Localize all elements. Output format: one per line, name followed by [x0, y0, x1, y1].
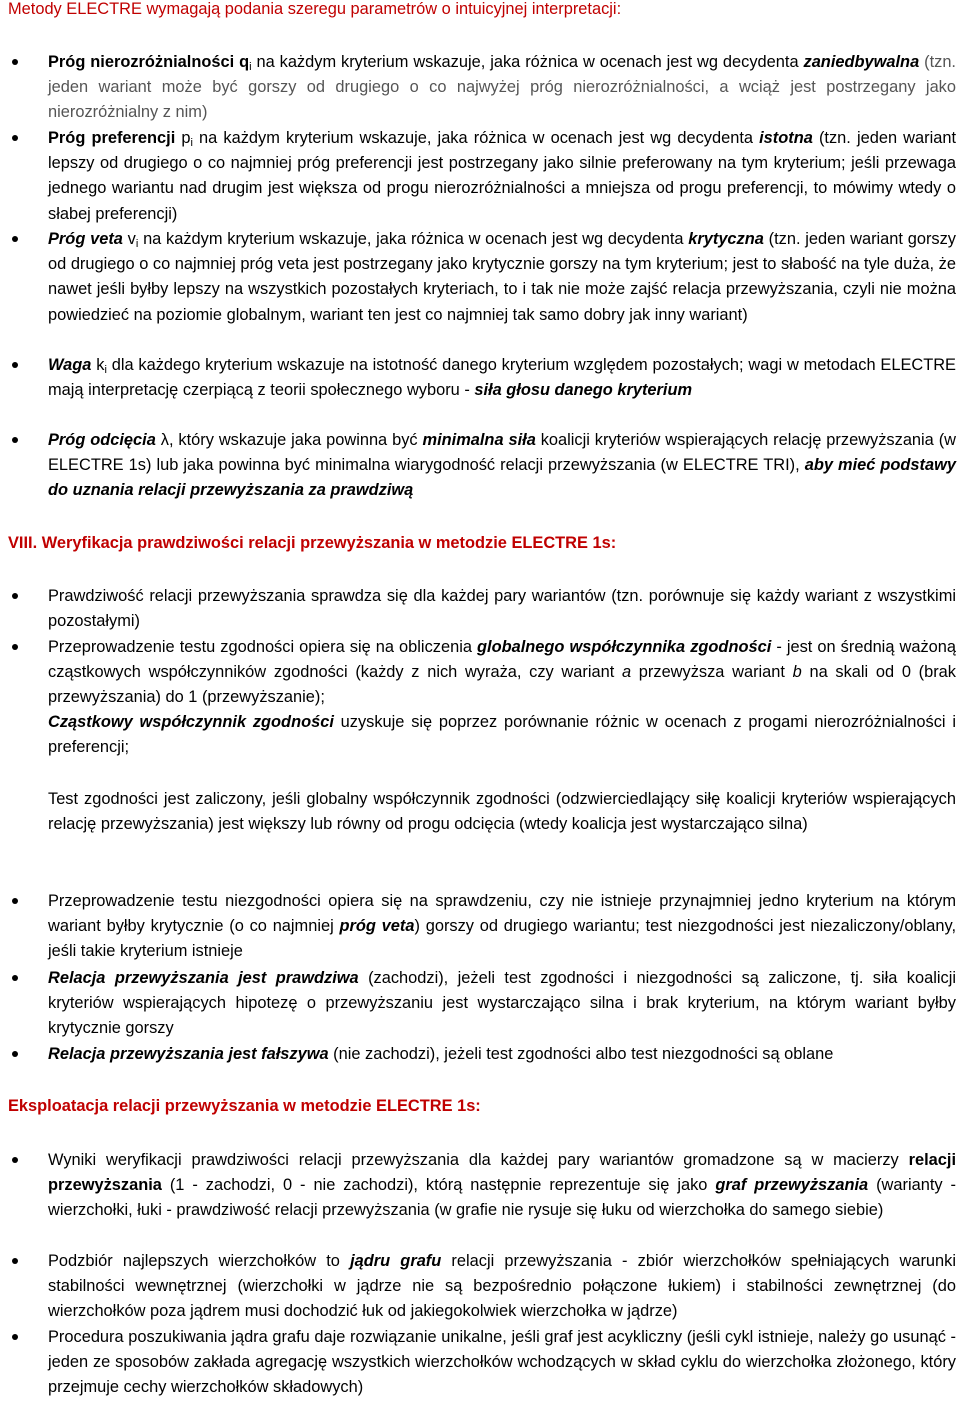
list-item-outranking-matrix: Wyniki weryfikacji prawdziwości relacji przewyższania dla każdej pary wariantów gromadzone są w macierzy relacji przewyższania (1 - zachodzi, 0 - nie zachodzi), którą następnie reprezentuje się jako graf przewyższania (warianty - wierzchołki, łuki - prawdziwość relacji przewyższania (w grafie nie rysuje się łuku od wierzchołka do samego siebie) [48, 1148, 956, 1224]
list-item-indifference-threshold: Próg nierozróżnialności $q_i$ na każdym kryterium wskazuje, jaka różnica w ocenach jest wg decydenta zaniedbywalna (tzn. jeden wariant może być gorszy od drugiego o co najwyżej próg nierozróżnialności, a wciąż jest postrzegany jako nierozróżnialny z nim) [48, 50, 956, 126]
bullet-icon [12, 362, 18, 368]
partial-concordance-paragraph: Cząstkowy współczynnik zgodności uzyskuje się poprzez porównanie różnic w ocenach z progami nierozróżnialności i preferencji; [48, 713, 956, 757]
list-item-kernel-procedure: Procedura poszukiwania jądra grafu daje rozwiązanie unikalne, jeśli graf jest acykliczny (jeśli cykl istnieje, należy go usunąć - jeden ze sposobów zakłada agregację wszystkich wierzchołków wchodzących w skład cyklu do wierzchołka złożonego, który przejmuje cechy wierzchołków składowych) [48, 1325, 956, 1401]
section2-heading: VIII. Weryfikacja prawdziwości relacji przewyższania w metodzie ELECTRE 1s: [8, 534, 617, 552]
list-item-pairwise: Prawdziwość relacji przewyższania sprawdza się dla każdej pary wariantów (tzn. porównuje się każdy wariant z wszystkimi pozostałymi) [48, 584, 956, 634]
list-item-relation-false: Relacja przewyższania jest fałszywa (nie zachodzi), jeżeli test zgodności albo test niezgodności są oblane [48, 1042, 956, 1067]
bullet-icon [12, 593, 18, 599]
list-item-veto-threshold: Próg veta $v_i$ na każdym kryterium wskazuje, jaka różnica w ocenach jest wg decydenta krytyczna (tzn. jeden wariant gorszy od drugiego o co najmniej próg veta jest postrzegany jako krytycznie gorszy na tym kryterium; jest to słabość na tyle duża, że nawet jeśli byłby lepszy na wszystkich pozostałych kryteriach, to i tak nie może zajść relacja przewyższania, czyli nie można powiedzieć na poziomie globalnym, wariant ten jest co najmniej tak samo dobry jak inny wariant) [48, 227, 956, 328]
bullet-icon [12, 1157, 18, 1163]
list-item-relation-true: Relacja przewyższania jest prawdziwa (zachodzi), jeżeli test zgodności i niezgodności są zaliczone, tj. siła koalicji kryteriów wspierających hipotezę o przewyższaniu jest wystarczająco silna i brak kryterium, na którym wariant byłby krytycznie gorszy [48, 966, 956, 1042]
bullet-icon [12, 1334, 18, 1340]
bullet-icon [12, 1258, 18, 1264]
section3-heading: Eksploatacja relacji przewyższania w metodzie ELECTRE 1s: [8, 1097, 481, 1115]
bullet-icon [12, 1051, 18, 1057]
section1-heading: Metody ELECTRE wymagają podania szeregu parametrów o intuicyjnej interpretacji: [8, 0, 622, 18]
bullet-icon [12, 644, 18, 650]
list-item-discordance-test: Przeprowadzenie testu niezgodności opiera się na sprawdzeniu, czy nie istnieje przynajmniej jedno kryterium na którym wariant byłby krytycznie (o co najmniej próg veta) gorszy od drugiego wariantu; test niezgodności jest niezaliczony/oblany, jeśli takie kryterium istnieje [48, 889, 956, 965]
list-item-concordance-test: Przeprowadzenie testu zgodności opiera się na obliczenia globalnego współczynnika zgodności - jest on średnią ważoną cząstkowych współczynników zgodności (każdy z nich wyraża, czy wariant a przewyższa wariant b na skali od 0 (brak przewyższania) do 1 (przewyższanie); [48, 635, 956, 711]
bullet-icon [12, 236, 18, 242]
bullet-icon [12, 135, 18, 141]
concordance-passed-paragraph: Test zgodności jest zaliczony, jeśli globalny współczynnik zgodności (odzwierciedlający siłę koalicji kryteriów wspierających relację przewyższania) jest większy lub równy od progu odcięcia (wtedy koalicja jest wystarczająco silna) [48, 790, 956, 834]
list-item-weight: Waga $k_i$ dla każdego kryterium wskazuje na istotność danego kryterium względem pozostałych; wagi w metodach ELECTRE mają interpretację czerpiącą z teorii społecznego wyboru - siła głosu danego kryterium [48, 353, 956, 403]
bullet-icon [12, 898, 18, 904]
bullet-icon [12, 975, 18, 981]
bullet-icon [12, 59, 18, 65]
bullet-icon [12, 437, 18, 443]
list-item-cutting-level: Próg odcięcia λ, który wskazuje jaka powinna być minimalna siła koalicji kryteriów wspierających relację przewyższania (w ELECTRE 1s) lub jaka powinna być minimalna wiarygodność relacji przewyższania (w ELECTRE TRI), aby mieć podstawy do uznania relacji przewyższania za prawdziwą [48, 428, 956, 504]
list-item-preference-threshold: Próg preferencji $p_i$ na każdym kryterium wskazuje, jaka różnica w ocenach jest wg decydenta istotna (tzn. jeden wariant lepszy od drugiego o co najmniej próg preferencji jest postrzegany jako silnie preferowany na tym kryterium; jeśli przewaga jednego wariantu nad drugim jest większa od progu nierozróżnialności a mniejsza od progu preferencji, to mówimy wtedy o słabej preferencji) [48, 126, 956, 227]
list-item-graph-kernel: Podzbiór najlepszych wierzchołków to jądru grafu relacji przewyższania - zbiór wierzchołków spełniających warunki stabilności wewnętrznej (wierzchołki w jądrze nie są bezpośrednio połączone łukiem) i stabilności zewnętrznej (do wierzchołków poza jądrem musi dochodzić łuk od jakiegokolwiek wierzchołka w jądrze) [48, 1249, 956, 1325]
